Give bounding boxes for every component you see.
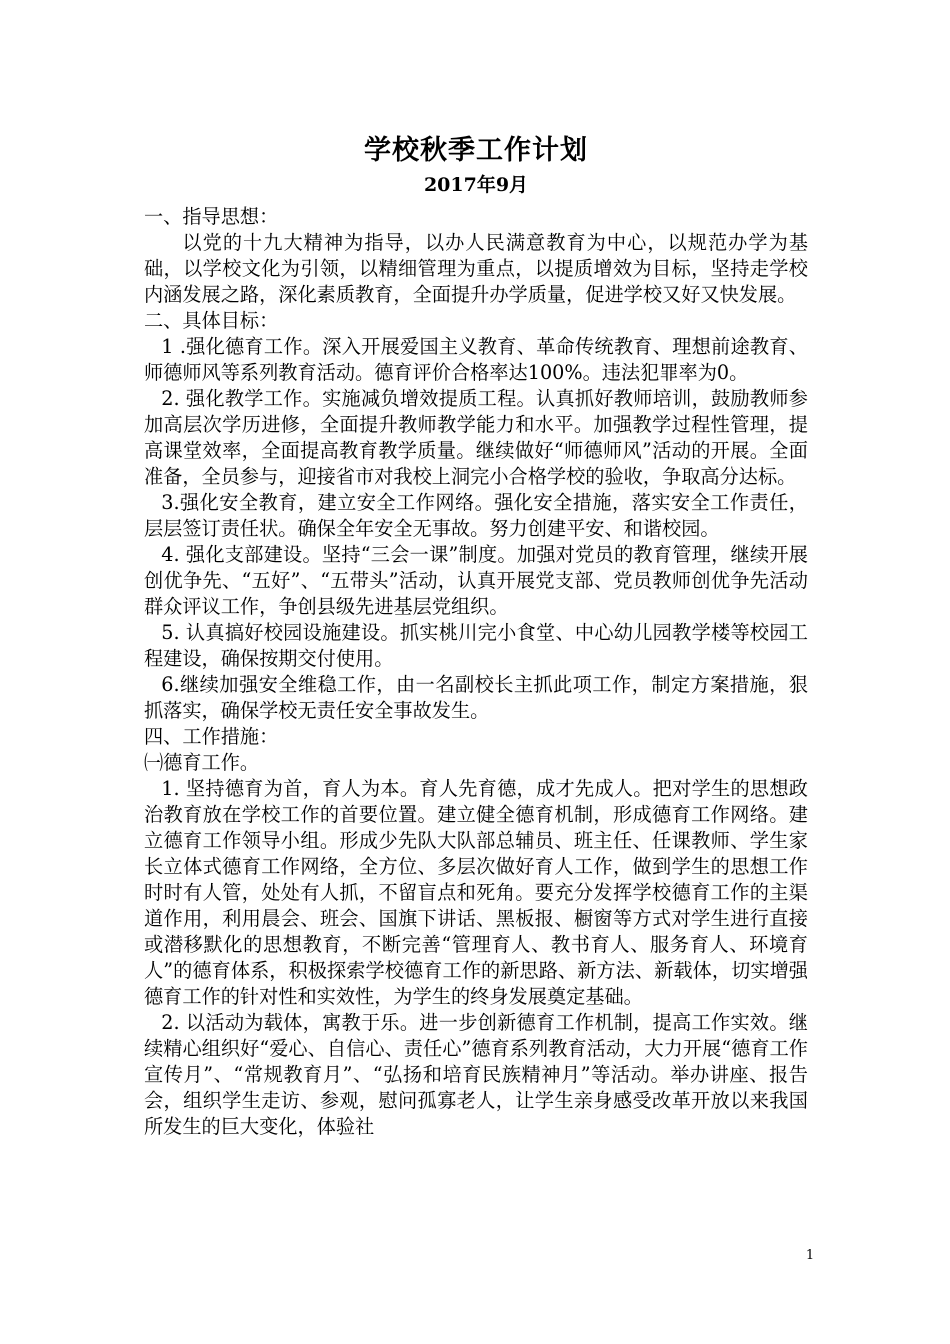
section-heading: 四、工作措施： <box>144 725 279 748</box>
body-paragraph: 4. 强化支部建设。坚持“三会一课”制度。加强对党员的教育管理，继续开展创优争先、“五好”、“五带头”活动，认真开展党支部、党员教师创优争先活动群众评议工作，争创县级先进基层党组织。 <box>144 543 808 618</box>
body-paragraph: 6.继续加强安全维稳工作，由一名副校长主抓此项工作，制定方案措施，狠抓落实，确保学校无责任安全事故发生。 <box>144 673 808 722</box>
page-number: 1 <box>805 1248 815 1263</box>
document-title: 学校秋季工作计划 <box>364 135 588 166</box>
document-date: 2017年9月 <box>423 174 529 196</box>
section-heading: 二、具体目标： <box>144 309 279 332</box>
body-paragraph: 以党的十九大精神为指导，以办人民满意教育为中心，以规范办学为基础，以学校文化为引领，以精细管理为重点，以提质增效为目标，坚持走学校内涵发展之路，深化素质教育，全面提升办学质量，促进学校又好又快发展。 <box>144 231 808 306</box>
body-paragraph: 1. 坚持德育为首，育人为本。育人先育德，成才先成人。把对学生的思想政治教育放在学校工作的首要位置。建立健全德育机制，形成德育工作网络。建立德育工作领导小组。形成少先队大队部总辅员、班主任、任课教师、学生家长立体式德育工作网络，全方位、多层次做好育人工作，做到学生的思想工作时时有人管，处处有人抓，不留盲点和死角。要充分发挥学校德育工作的主渠道作用，利用晨会、班会、国旗下讲话、黑板报、橱窗等方式对学生进行直接或潜移默化的思想教育，不断完善“管理育人、教书育人、服务育人、环境育人”的德育体系，积极探索学校德育工作的新思路、新方法、新载体，切实增强德育工作的针对性和实效性，为学生的终身发展奠定基础。 <box>144 777 808 1008</box>
section-heading: 一、指导思想： <box>144 205 279 228</box>
body-paragraph: 5. 认真搞好校园设施建设。抓实桃川完小食堂、中心幼儿园教学楼等校园工程建设，确保按期交付使用。 <box>144 621 808 670</box>
document-body <box>144 132 808 1140</box>
paragraph-list <box>144 204 808 1140</box>
body-paragraph: 2. 以活动为载体，寓教于乐。进一步创新德育工作机制，提高工作实效。继续精心组织好“爱心、自信心、责任心”德育系列教育活动，大力开展“德育工作宣传月”、“常规教育月”、“弘扬和培育民族精神月”等活动。举办讲座、报告会，组织学生走访、参观，慰问孤寡老人，让学生亲身感受改革开放以来我国所发生的巨大变化，体验社 <box>144 1011 808 1138</box>
body-paragraph: 2. 强化教学工作。实施减负增效提质工程。认真抓好教师培训，鼓励教师参加高层次学历进修，全面提升教师教学能力和水平。加强教学过程性管理，提高课堂效率，全面提高教育教学质量。继续做好“师德师风”活动的开展。全面准备，全员参与，迎接省市对我校上洞完小合格学校的验收，争取高分达标。 <box>144 387 808 488</box>
body-paragraph: 1 .强化德育工作。深入开展爱国主义教育、革命传统教育、理想前途教育、师德师风等系列教育活动。德育评价合格率达100%。违法犯罪率为0。 <box>144 335 808 384</box>
body-paragraph: 3.强化安全教育，建立安全工作网络。强化安全措施，落实安全工作责任，层层签订责任状。确保全年安全无事故。努力创建平安、和谐校园。 <box>144 491 808 540</box>
section-heading: ㈠德育工作。 <box>144 751 260 774</box>
